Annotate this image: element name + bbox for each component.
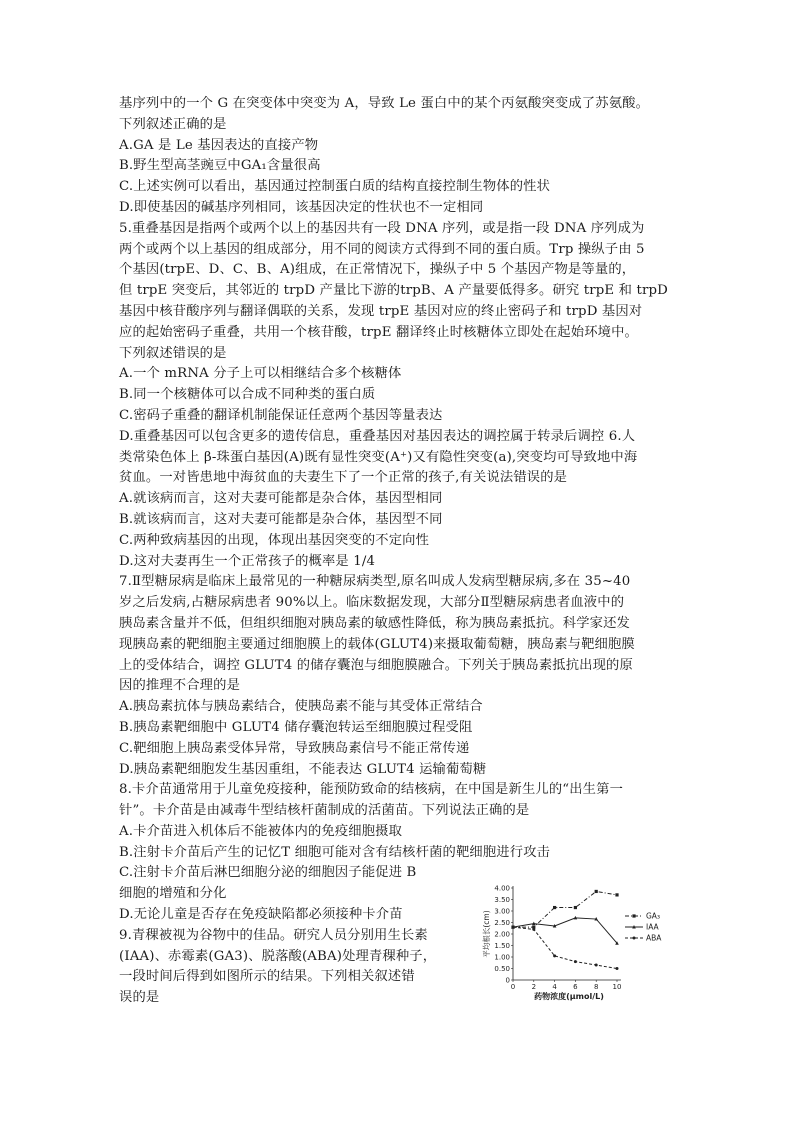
y-tick-label: 1.00 <box>494 953 510 962</box>
text-line: D.即使基因的碱基序列相同，该基因决定的性状也不一定相同 <box>119 199 484 215</box>
text-line: 贫血。一对皆患地中海贫血的夫妻生下了一个正常的孩子,有关说法错误的是 <box>119 470 568 486</box>
y-tick-label: 4.00 <box>494 884 510 893</box>
text-line: B.注射卡介苗后产生的记忆T 细胞可能对含有结核杆菌的靶细胞进行攻击 <box>119 844 551 860</box>
text-line: 因的推理不合理的是 <box>119 678 241 694</box>
series-line-1 <box>513 918 617 943</box>
text-line: 岁之后发病,占糖尿病患者 90%以上。临床数据发现，大部分Ⅱ型糖尿病患者血液中的 <box>119 595 625 611</box>
text-line: 下列叙述错误的是 <box>119 345 227 361</box>
text-line: 一段时间后得到如图所示的结果。下列相关叙述错 <box>119 969 415 985</box>
text-line: A.卡介苗进入机体后不能被体内的免疫细胞摄取 <box>119 823 403 839</box>
data-point <box>553 954 556 957</box>
text-line: 9.青稞被视为谷物中的佳品。研究人员分别用生长素 <box>119 927 428 943</box>
root-length-chart <box>467 880 677 1005</box>
legend-label: ABA <box>646 933 662 943</box>
data-point <box>616 967 619 970</box>
text-line: B.就该病而言，这对夫妻可能都是杂合体，基因型不同 <box>119 511 443 527</box>
text-line: 8.卡介苗通常用于儿童免疫接种，能预防致命的结核病，在中国是新生儿的“出生第一 <box>119 782 624 798</box>
text-line: D.无论儿童是否存在免疫缺陷都必须接种卡介苗 <box>119 907 403 923</box>
x-axis-label: 药物浓度(μmol/L) <box>534 992 604 1001</box>
text-line: C.两种致病基因的出现，体现出基因突变的不定向性 <box>119 532 430 548</box>
exam-page <box>119 94 689 1009</box>
text-line: A.GA 是 Le 基因表达的直接产物 <box>119 137 319 153</box>
data-point <box>595 964 598 967</box>
text-line: 细胞的增殖和分化 <box>119 886 227 902</box>
text-line: 应的起始密码子重叠，共用一个核苷酸，trpE 翻译终止时核糖体立即处在起始环境中。 <box>119 324 638 340</box>
legend-label: IAA <box>646 922 659 932</box>
data-point <box>532 928 535 931</box>
y-tick-label: 0 <box>505 976 510 985</box>
text-line: D.重叠基因可以包含更多的遗传信息，重叠基因对基因表达的调控属于转录后调控 6.人 <box>119 428 636 444</box>
text-line: (IAA)、赤霉素(GA3)、脱落酸(ABA)处理青稞种子， <box>119 948 437 964</box>
text-line: 5.重叠基因是指两个或两个以上的基因共有一段 DNA 序列，或是指一段 DNA 序列成为 <box>119 220 645 236</box>
text-line: 但 trpE 突变后，其邻近的 trpD 产量比下游的trpB、A 产量要低得多。研究 trpE 和 trpD <box>119 283 668 299</box>
text-line: 7.Ⅱ型糖尿病是临床上最常见的一种糖尿病类型,原名叫成人发病型糖尿病,多在 35~40 <box>119 574 631 590</box>
text-line: D.这对夫妻再生一个正常孩子的概率是 1/4 <box>119 553 376 569</box>
x-tick-label: 6 <box>573 983 578 991</box>
text-line: 针”。卡介苗是由减毒牛型结核杆菌制成的活菌苗。下列说法正确的是 <box>119 803 530 819</box>
data-point <box>595 890 598 893</box>
text-line: A.就该病而言，这对夫妻可能都是杂合体，基因型相同 <box>119 491 443 507</box>
y-tick-label: 3.00 <box>494 907 510 916</box>
data-point <box>574 960 577 963</box>
legend-marker <box>633 937 636 940</box>
x-tick-label: 4 <box>552 983 557 991</box>
text-line: C.靶细胞上胰岛素受体异常，导致胰岛素信号不能正常传递 <box>119 740 470 756</box>
text-line: 上的受体结合，调控 GLUT4 的储存囊泡与细胞膜融合。下列关于胰岛素抵抗出现的原 <box>119 657 633 673</box>
data-point <box>553 906 556 909</box>
data-point <box>574 906 577 909</box>
text-line: 误的是 <box>119 990 160 1006</box>
series-line-2 <box>513 927 617 968</box>
text-line: 下列叙述正确的是 <box>119 116 227 132</box>
text-line: 两个或两个以上基因的组成部分，用不同的阅读方式得到不同的蛋白质。Trp 操纵子由 5 <box>119 241 645 257</box>
text-line: C.密码子重叠的翻译机制能保证任意两个基因等量表达 <box>119 407 443 423</box>
y-tick-label: 2.50 <box>494 919 510 927</box>
x-tick-label: 8 <box>593 983 599 991</box>
y-axis-label: 平均根长(cm) <box>482 910 491 958</box>
text-line: 个基因(trpE、D、C、B、A)组成，在正常情况下，操纵子中 5 个基因产物是等量的， <box>119 262 636 278</box>
y-tick-label: 3.50 <box>494 896 510 904</box>
text-line: B.野生型高茎豌豆中GA₁含量很高 <box>119 158 321 174</box>
y-tick-label: 0.50 <box>494 965 510 973</box>
legend-label: GA₃ <box>646 911 660 921</box>
y-tick-label: 2.00 <box>494 930 510 939</box>
text-line: 基序列中的一个 G 在突变体中突变为 A，导致 Le 蛋白中的某个丙氨酸突变成了苏氨酸。 <box>119 96 650 111</box>
x-tick-label: 2 <box>531 983 537 991</box>
data-point <box>512 926 515 929</box>
legend-marker <box>632 914 635 917</box>
x-tick-label: 10 <box>612 983 622 991</box>
text-line: B.胰岛素靶细胞中 GLUT4 储存囊泡转运至细胞膜过程受阻 <box>119 719 473 735</box>
text-line: C.上述实例可以看出，基因通过控制蛋白质的结构直接控制生物体的性状 <box>119 179 551 195</box>
text-line: 类常染色体上 β-珠蛋白基因(A)既有显性突变(A⁺)又有隐性突变(a),突变均可导致地中海 <box>119 449 638 465</box>
text-line: A.一个 mRNA 分子上可以相继结合多个核糖体 <box>119 366 402 382</box>
x-tick-label: 0 <box>510 983 516 991</box>
text-line: 胰岛素含量并不低，但组织细胞对胰岛素的敏感性降低，称为胰岛素抵抗。科学家还发 <box>119 615 630 631</box>
text-line: 现胰岛素的靶细胞主要通过细胞膜上的载体(GLUT4)来摄取葡萄糖，胰岛素与靶细胞膜 <box>119 636 635 652</box>
text-line: C.注射卡介苗后淋巴细胞分泌的细胞因子能促进 B <box>119 865 417 881</box>
text-line: D.胰岛素靶细胞发生基因重组，不能表达 GLUT4 运输葡萄糖 <box>119 761 487 777</box>
data-point <box>615 893 618 896</box>
y-tick-label: 1.50 <box>494 942 510 950</box>
text-line: 基因中核苷酸序列与翻译偶联的关系，发现 trpE 基因对应的终止密码子和 trpD 基因对 <box>119 303 643 319</box>
text-line: A.胰岛素抗体与胰岛素结合，使胰岛素不能与其受体正常结合 <box>119 699 483 715</box>
text-line: B.同一个核糖体可以合成不同种类的蛋白质 <box>119 387 376 403</box>
